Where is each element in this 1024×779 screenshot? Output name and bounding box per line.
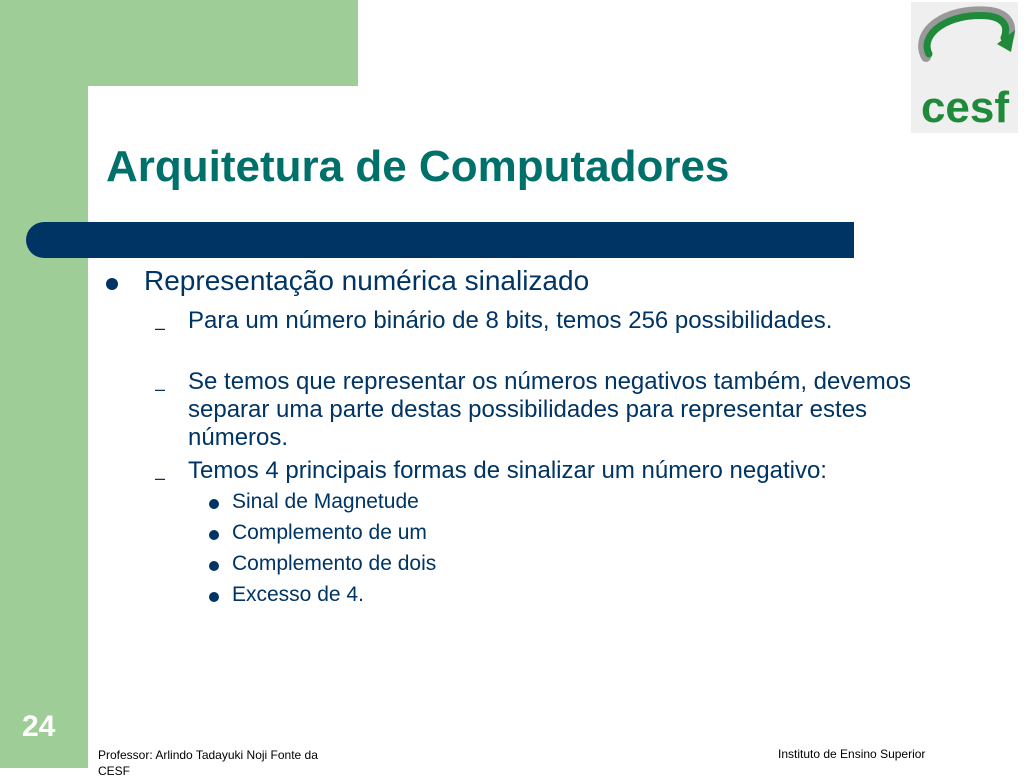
sub-sub-bullet-4: Excesso de 4. (232, 583, 364, 606)
footer-professor: Professor: Arlindo Tadayuki Noji Fonte da CESF (98, 748, 318, 778)
bullet-icon (209, 561, 219, 571)
sub-bullet-3: Temos 4 principais formas de sinalizar um número negativo: (188, 457, 827, 484)
bullet-icon (209, 530, 219, 540)
cesf-logo (911, 2, 1018, 133)
sub-sub-bullet-2: Complemento de um (232, 521, 427, 544)
sub-bullet-2: Se temos que representar os números negativos também, devemos separar uma parte destas possibilidades para representar estes números. (188, 368, 912, 451)
dash-icon: – (155, 318, 166, 338)
footer-institution: Instituto de Ensino Superior (778, 747, 926, 761)
sub-sub-bullet-1: Sinal de Magnetude (232, 490, 419, 513)
title-underline-bar (26, 222, 854, 258)
bullet-icon (106, 278, 118, 290)
left-green-band (0, 0, 88, 768)
bullet-icon (209, 592, 219, 602)
top-green-band (0, 0, 358, 86)
sub-bullet-1: Para um número binário de 8 bits, temos 256 possibilidades. (188, 307, 833, 334)
page-number: 24 (22, 710, 56, 743)
dash-icon: – (155, 468, 166, 488)
dash-icon: – (155, 379, 166, 399)
main-bullet-text: Representação numérica sinalizado (144, 265, 590, 296)
slide-title: Arquitetura de Computadores (106, 142, 730, 191)
sub-sub-bullet-3: Complemento de dois (232, 552, 437, 575)
bullet-icon (209, 499, 219, 509)
logo-text: cesf (920, 83, 1010, 132)
